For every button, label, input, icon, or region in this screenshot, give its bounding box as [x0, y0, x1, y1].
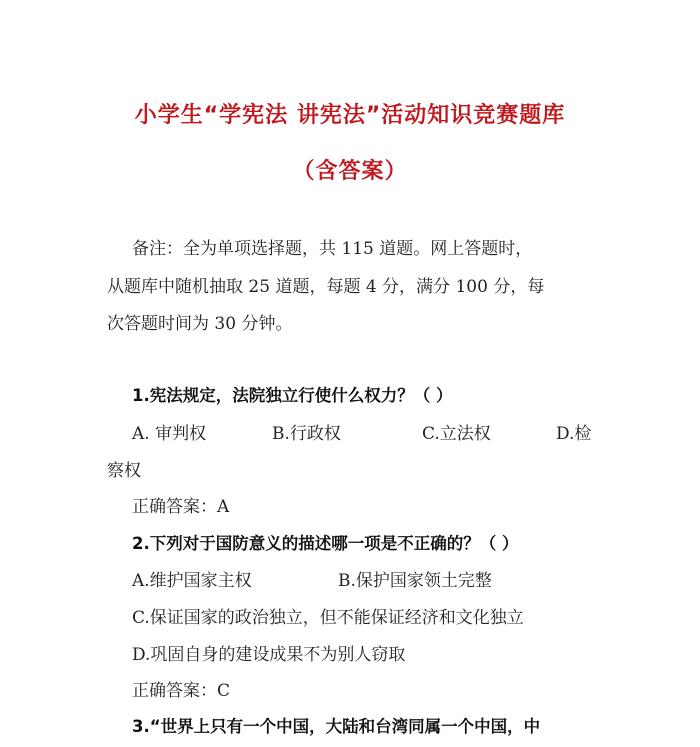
question-2-option-a: A.维护国家主权 [132, 571, 252, 591]
question-1-option-wrap: 察权 [107, 461, 141, 481]
question-1-option-d: D.检 [556, 424, 592, 444]
question-3-text: 3.“世界上只有一个中国，大陆和台湾同属一个中国，中 [132, 717, 541, 736]
question-1-option-c: C.立法权 [422, 424, 491, 444]
question-2-option-c: C.保证国家的政治独立，但不能保证经济和文化独立 [132, 608, 524, 628]
question-1-option-b: B.行政权 [272, 424, 341, 444]
question-1-option-a: A. 审判权 [132, 424, 207, 444]
note-line-3: 次答题时间为 30 分钟。 [107, 314, 293, 334]
question-2-option-b: B.保护国家领土完整 [338, 571, 492, 591]
question-2-option-d: D.巩固自身的建设成果不为别人窃取 [132, 645, 406, 665]
question-1-text: 1.宪法规定，法院独立行使什么权力？（ ） [132, 386, 453, 405]
question-2-text: 2.下列对于国防意义的描述哪一项是不正确的？（ ） [132, 534, 519, 553]
document-title: 小学生“学宪法 讲宪法”活动知识竞赛题库 [134, 103, 566, 128]
document-subtitle: （含答案） [292, 159, 408, 184]
question-2-answer: 正确答案：C [132, 681, 231, 701]
note-line-1: 备注：全为单项选择题，共 115 道题。网上答题时， [132, 239, 533, 259]
question-1-answer: 正确答案：A [132, 497, 230, 517]
note-line-2: 从题库中随机抽取 25 道题，每题 4 分，满分 100 分，每 [107, 277, 545, 297]
